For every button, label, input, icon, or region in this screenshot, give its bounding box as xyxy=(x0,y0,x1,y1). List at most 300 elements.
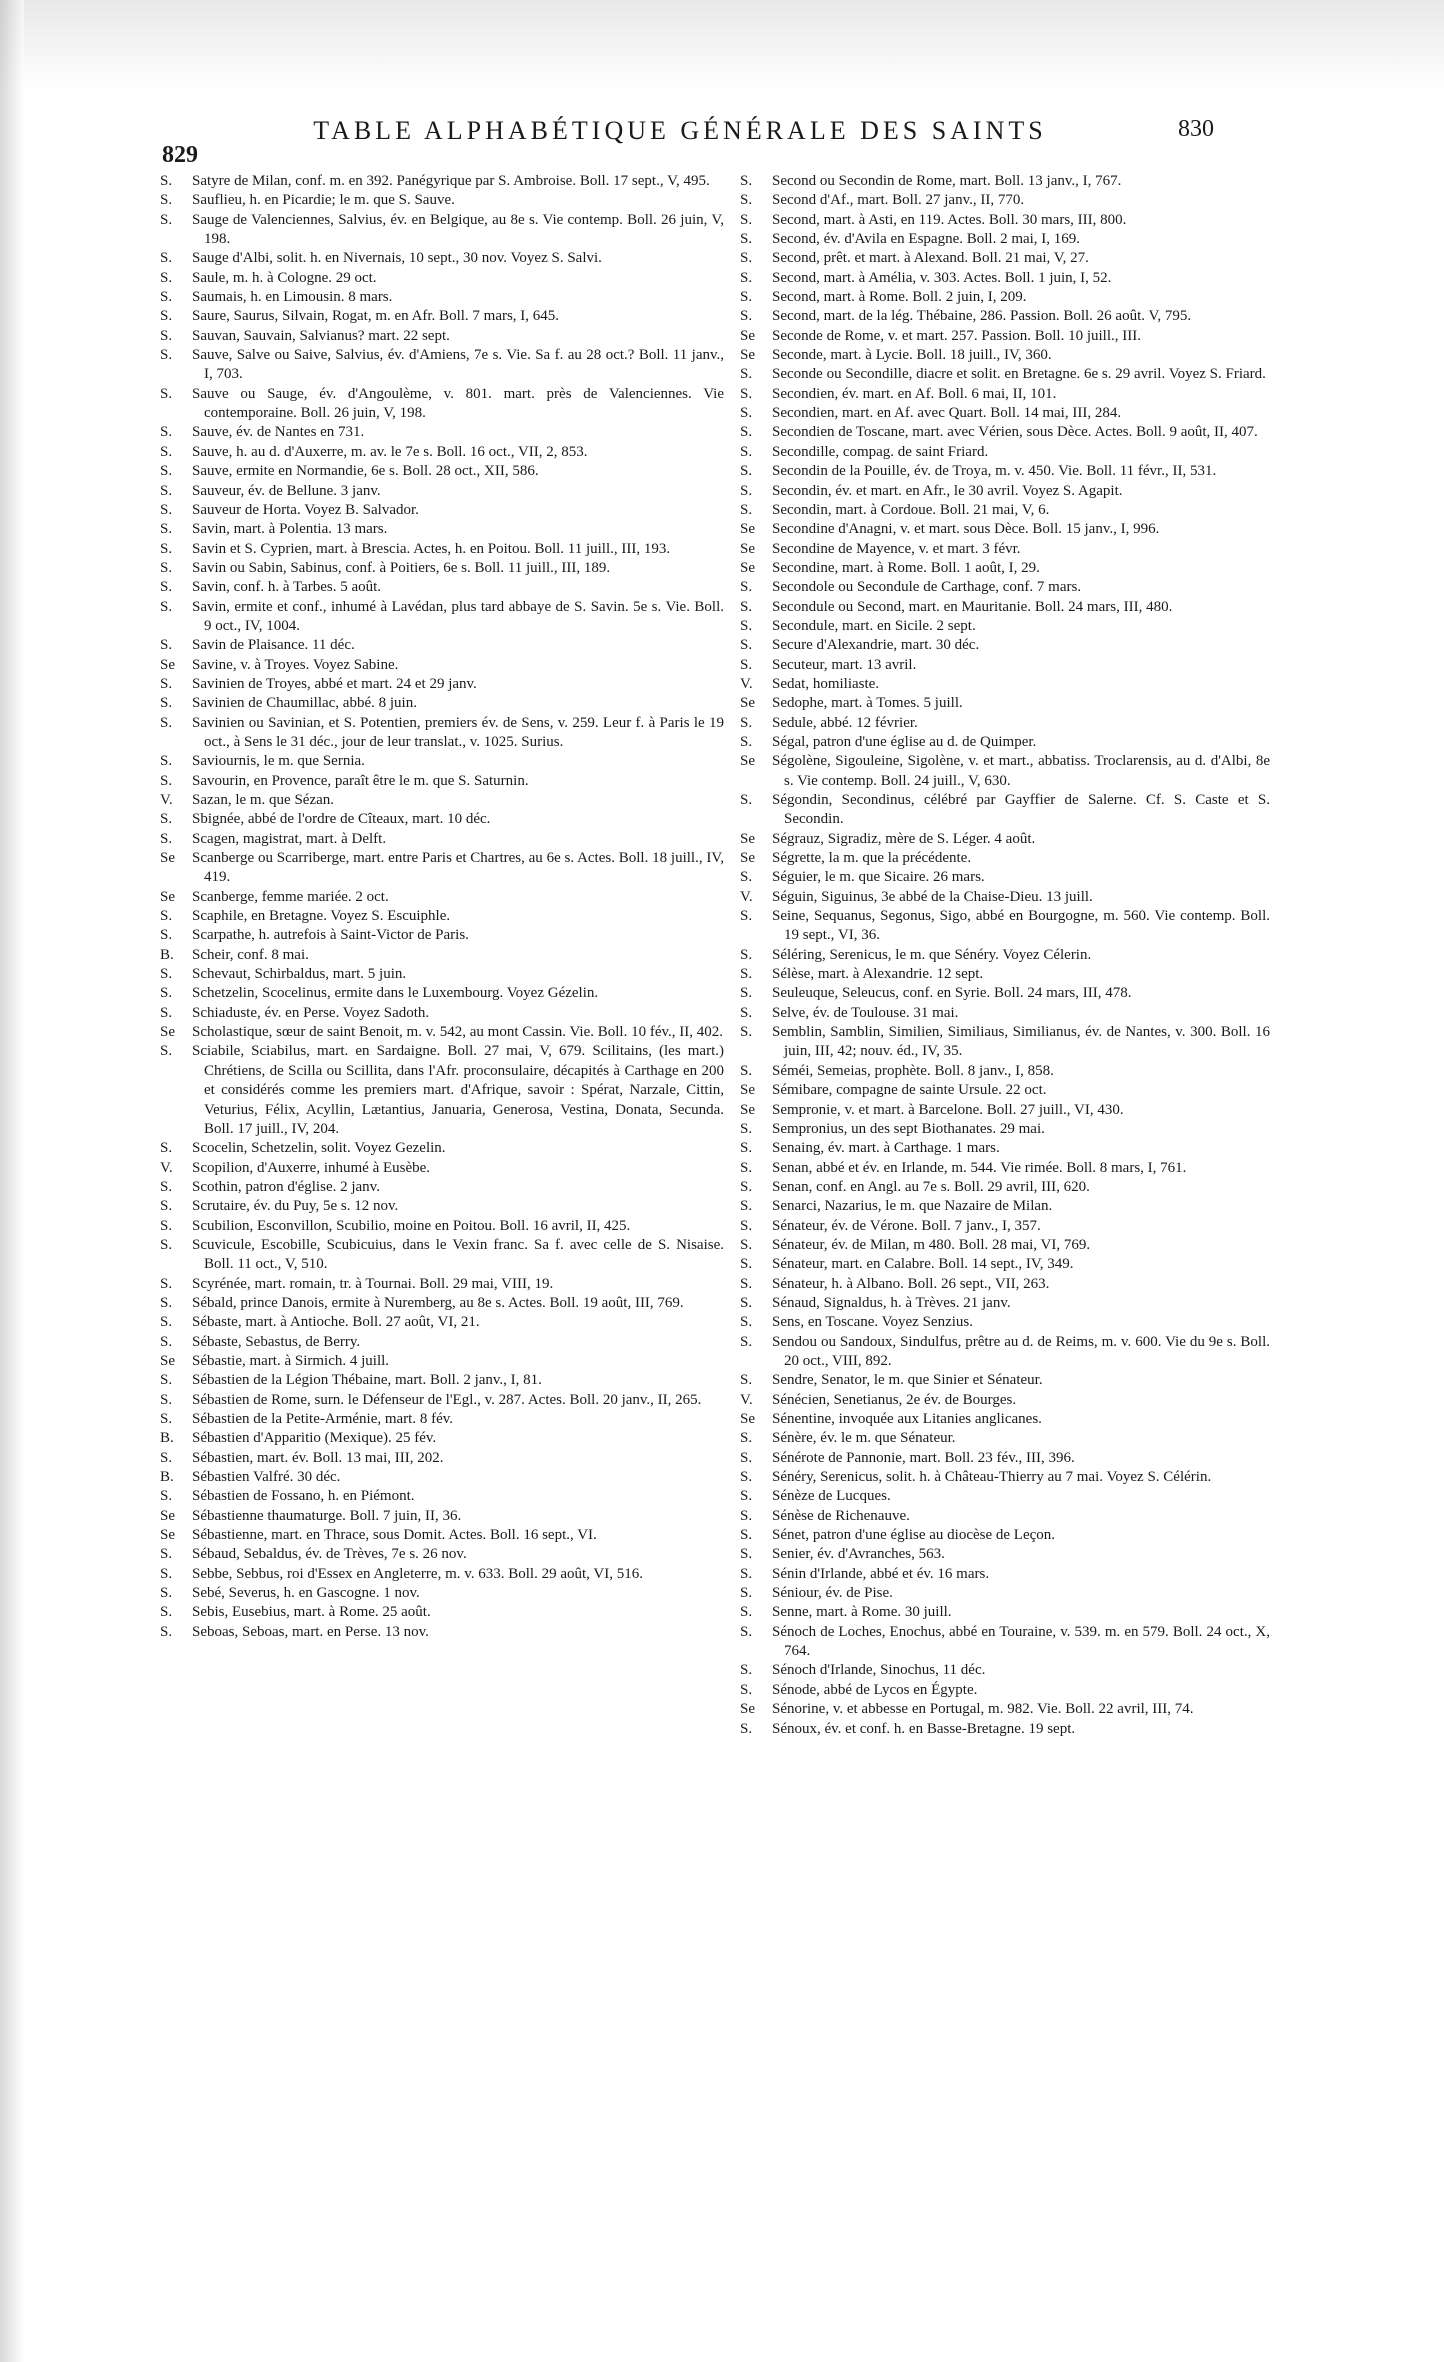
entry-code: S. xyxy=(160,1140,173,1157)
list-item xyxy=(160,501,724,520)
entry-text: Sauve, év. de Nantes en 731. xyxy=(192,424,365,441)
entry-code: S. xyxy=(740,1198,753,1215)
list-item xyxy=(160,191,724,210)
entry-code: V. xyxy=(740,675,753,692)
list-item xyxy=(160,1352,724,1371)
list-item xyxy=(160,1217,724,1236)
scan-left-edge xyxy=(0,0,24,2362)
entry-text: Sebé, Severus, h. en Gascogne. 1 nov. xyxy=(192,1585,420,1602)
entry-code: S. xyxy=(160,927,173,944)
list-item xyxy=(740,578,1270,597)
list-item xyxy=(160,598,724,637)
entry-text: Sauge d'Albi, solit. h. en Nivernais, 10 sept., 30 nov. Voyez S. Salvi. xyxy=(192,250,602,267)
entry-text: Sébastien de Rome, surn. le Défenseur de l'Egl., v. 287. Actes. Boll. 20 janv., II, 265. xyxy=(192,1391,702,1408)
list-item xyxy=(740,1120,1270,1139)
entry-code: Se xyxy=(740,1101,755,1118)
entry-code: S. xyxy=(740,1217,753,1234)
entry-text: Scholastique, sœur de saint Benoit, m. v. 542, au mont Cassin. Vie. Boll. 10 fév., II, 402. xyxy=(192,1024,723,1041)
list-item xyxy=(740,559,1270,578)
entry-text: Sébastien, mart. év. Boll. 13 mai, III, 202. xyxy=(192,1449,444,1466)
entry-text: Sénateur, h. à Albano. Boll. 26 sept., VII, 263. xyxy=(772,1275,1050,1292)
entry-code: S. xyxy=(740,1527,753,1544)
entry-text: Second, év. d'Avila en Espagne. Boll. 2 mai, I, 169. xyxy=(772,231,1081,248)
list-item xyxy=(740,1526,1270,1545)
entry-code: Se xyxy=(160,850,175,867)
list-item xyxy=(740,1487,1270,1506)
entry-text: Sébastien de Fossano, h. en Piémont. xyxy=(192,1488,415,1505)
entry-text: Senarci, Nazarius, le m. que Nazaire de Milan. xyxy=(772,1198,1053,1215)
list-item xyxy=(160,172,724,191)
list-item xyxy=(740,1507,1270,1526)
entry-code: S. xyxy=(160,753,173,770)
entry-text: Secondien de Toscane, mart. avec Vérien, sous Dèce. Actes. Boll. 9 août, II, 407. xyxy=(772,424,1258,441)
list-item xyxy=(160,1565,724,1584)
entry-code: S. xyxy=(160,1333,173,1350)
entry-text: Ségrette, la m. que la précédente. xyxy=(772,850,972,867)
entry-text: Secondien, év. mart. en Af. Boll. 6 mai, II, 101. xyxy=(772,385,1057,402)
entry-code: S. xyxy=(740,1449,753,1466)
entry-code: S. xyxy=(740,173,753,189)
list-item xyxy=(160,578,724,597)
list-item xyxy=(740,694,1270,713)
entry-code: S. xyxy=(740,1372,753,1389)
entry-code: S. xyxy=(740,617,753,634)
entry-code: S. xyxy=(160,811,173,828)
entry-text: Sazan, le m. que Sézan. xyxy=(192,792,335,808)
entry-text: Scanberge, femme mariée. 2 oct. xyxy=(192,888,389,905)
entry-text: Secuteur, mart. 13 avril. xyxy=(772,656,917,673)
entry-code: S. xyxy=(740,1507,753,1524)
list-item xyxy=(740,385,1270,404)
entry-code: Se xyxy=(160,1527,175,1544)
entry-text: Senier, év. d'Avranches, 563. xyxy=(772,1546,945,1563)
entry-text: Saule, m. h. à Cologne. 29 oct. xyxy=(192,269,377,286)
entry-code: S. xyxy=(160,501,173,518)
entry-text: Secondine d'Anagni, v. et mart. sous Dèce. Boll. 15 janv., I, 996. xyxy=(772,521,1160,538)
list-item xyxy=(740,1565,1270,1584)
list-item xyxy=(740,365,1270,384)
entry-text: Sauvan, Sauvain, Salvianus? mart. 22 sept. xyxy=(192,327,450,344)
entry-code: S. xyxy=(160,1546,173,1563)
entry-text: Secondin de la Pouille, év. de Troya, m. v. 450. Vie. Boll. 11 févr., II, 531. xyxy=(772,463,1217,480)
list-item xyxy=(740,1681,1270,1700)
entry-code: Se xyxy=(740,540,755,557)
list-item xyxy=(160,1333,724,1352)
list-item xyxy=(160,1371,724,1390)
list-item xyxy=(740,791,1270,830)
entry-text: Ségal, patron d'une église au d. de Quimper. xyxy=(772,733,1037,750)
entry-text: Sébald, prince Danois, ermite à Nuremberg, au 8e s. Actes. Boll. 19 août, III, 769. xyxy=(192,1294,684,1311)
entry-code: S. xyxy=(740,1604,753,1621)
page-title: TABLE ALPHABÉTIQUE GÉNÉRALE DES SAINTS xyxy=(313,116,1047,145)
list-item xyxy=(740,1391,1270,1410)
list-item xyxy=(740,1661,1270,1680)
entry-text: Sénèze de Lucques. xyxy=(772,1488,891,1505)
entry-code: S. xyxy=(160,463,173,480)
entry-code: Se xyxy=(160,1507,175,1524)
list-item xyxy=(160,346,724,385)
entry-text: Seine, Sequanus, Segonus, Sigo, abbé en Bourgogne, m. 560. Vie contemp. Boll. 19 sept., VI, 36. xyxy=(772,908,1270,944)
entry-code: S. xyxy=(160,1391,173,1408)
list-item xyxy=(160,462,724,481)
list-item xyxy=(740,714,1270,733)
list-item xyxy=(160,385,724,424)
entry-code: S. xyxy=(740,869,753,886)
entry-text: Sénin d'Irlande, abbé et év. 16 mars. xyxy=(772,1565,990,1582)
entry-code: S. xyxy=(740,792,753,808)
entry-text: Secondin, mart. à Cordoue. Boll. 21 mai, V, 6. xyxy=(772,501,1050,518)
entry-text: Scheir, conf. 8 mai. xyxy=(192,946,309,963)
entry-text: Ségolène, Sigouleine, Sigolène, v. et mart., abbatiss. Troclarensis, au d. d'Albi, 8e s. Vie contemp. Boll. 24 juill., V, 630. xyxy=(772,753,1270,789)
entry-code: V. xyxy=(160,1159,173,1176)
entry-text: Scopilion, d'Auxerre, inhumé à Eusèbe. xyxy=(192,1159,431,1176)
list-item xyxy=(160,1507,724,1526)
entry-text: Sauflieu, h. en Picardie; le m. que S. Sauve. xyxy=(192,192,455,209)
entry-code: S. xyxy=(160,250,173,267)
entry-code: S. xyxy=(160,772,173,789)
entry-code: S. xyxy=(740,908,753,925)
entry-code: S. xyxy=(160,327,173,344)
list-item xyxy=(740,462,1270,481)
entry-code: S. xyxy=(740,1294,753,1311)
entry-text: Secondien, mart. en Af. avec Quart. Boll. 14 mai, III, 284. xyxy=(772,405,1122,422)
entry-code: S. xyxy=(160,1236,173,1253)
entry-code: S. xyxy=(160,675,173,692)
list-item xyxy=(740,443,1270,462)
page-header xyxy=(0,110,1444,168)
list-item xyxy=(740,1449,1270,1468)
list-item xyxy=(740,1410,1270,1429)
list-item xyxy=(160,1139,724,1158)
entry-code: S. xyxy=(160,695,173,712)
entry-code: S. xyxy=(740,1178,753,1195)
list-item xyxy=(740,636,1270,655)
entry-text: Sébastien Valfré. 30 déc. xyxy=(192,1469,341,1486)
entry-code: Se xyxy=(740,1701,755,1718)
entry-text: Seuleuque, Seleucus, conf. en Syrie. Boll. 24 mars, III, 478. xyxy=(772,985,1132,1002)
entry-text: Sénateur, mart. en Calabre. Boll. 14 sept., IV, 349. xyxy=(772,1256,1074,1273)
entry-text: Ségrauz, Sigradiz, mère de S. Léger. 4 août. xyxy=(772,830,1036,847)
entry-text: Sauve, ermite en Normandie, 6e s. Boll. 28 oct., XII, 586. xyxy=(192,463,539,480)
entry-code: Se xyxy=(740,830,755,847)
entry-text: Sauve, Salve ou Saive, Salvius, év. d'Amiens, 7e s. Vie. Sa f. au 28 oct.? Boll. 11 janv., I, 703. xyxy=(192,347,724,383)
list-item xyxy=(740,675,1270,694)
entry-text: Sénentine, invoquée aux Litanies anglicanes. xyxy=(772,1411,1042,1427)
entry-code: S. xyxy=(740,637,753,654)
entry-text: Seboas, Seboas, mart. en Perse. 13 nov. xyxy=(192,1623,429,1640)
entry-text: Sénet, patron d'une église au diocèse de Leçon. xyxy=(772,1527,1056,1544)
entry-code: Se xyxy=(740,850,755,867)
list-item xyxy=(740,984,1270,1003)
entry-code: S. xyxy=(740,579,753,596)
list-item xyxy=(740,1294,1270,1313)
list-item xyxy=(160,211,724,250)
list-item xyxy=(740,1236,1270,1255)
entry-text: Sélèse, mart. à Alexandrie. 12 sept. xyxy=(772,966,984,983)
list-item xyxy=(160,1468,724,1487)
list-item xyxy=(740,1081,1270,1100)
entry-code: S. xyxy=(160,1198,173,1215)
entry-text: Sebbe, Sebbus, roi d'Essex en Angleterre, m. v. 633. Boll. 29 août, VI, 516. xyxy=(192,1565,643,1582)
entry-code: S. xyxy=(740,1565,753,1582)
list-item xyxy=(740,965,1270,984)
entry-text: Sénérote de Pannonie, mart. Boll. 23 fév., III, 396. xyxy=(772,1449,1075,1466)
entry-text: Savin de Plaisance. 11 déc. xyxy=(192,637,355,654)
entry-code: S. xyxy=(740,443,753,460)
entry-text: Sébastien d'Apparitio (Mexique). 25 fév. xyxy=(192,1430,437,1447)
list-item xyxy=(740,1217,1270,1236)
entry-text: Savin ou Sabin, Sabinus, conf. à Poitiers, 6e s. Boll. 11 juill., III, 189. xyxy=(192,559,611,576)
entry-code: V. xyxy=(160,792,173,808)
list-item xyxy=(160,1178,724,1197)
entry-code: S. xyxy=(740,985,753,1002)
entry-text: Sauve ou Sauge, év. d'Angoulème, v. 801. mart. près de Valenciennes. Vie contemporaine. Boll. 26 juin, V, 198. xyxy=(192,385,724,422)
entry-text: Saumais, h. en Limousin. 8 mars. xyxy=(192,289,393,306)
list-item xyxy=(160,1623,724,1642)
entry-code: S. xyxy=(160,482,173,499)
entry-code: S. xyxy=(160,1488,173,1505)
list-item xyxy=(160,327,724,346)
entry-text: Secondine, mart. à Rome. Boll. 1 août, I, 29. xyxy=(772,559,1040,576)
list-item xyxy=(160,714,724,753)
entry-text: Semblin, Samblin, Similien, Similiaus, Similianus, év. de Nantes, v. 300. Boll. 16 juin, III, 42; nouv. éd., IV, 35. xyxy=(772,1024,1270,1060)
entry-code: S. xyxy=(160,1604,173,1621)
entry-code: S. xyxy=(740,269,753,286)
list-item xyxy=(740,1139,1270,1158)
list-item xyxy=(740,1584,1270,1603)
entry-text: Savourin, en Provence, paraît être le m. que S. Saturnin. xyxy=(192,772,529,789)
entry-code: S. xyxy=(160,308,173,325)
list-item xyxy=(740,656,1270,675)
left-column xyxy=(160,172,724,1642)
entry-text: Scrutaire, év. du Puy, 5e s. 12 nov. xyxy=(192,1198,399,1215)
list-item xyxy=(160,520,724,539)
entry-code: S. xyxy=(160,1043,173,1060)
entry-code: S. xyxy=(160,579,173,596)
entry-text: Sedat, homiliaste. xyxy=(772,675,880,692)
entry-text: Sénode, abbé de Lycos en Égypte. xyxy=(772,1681,978,1698)
entry-code: B. xyxy=(160,1469,174,1486)
list-item xyxy=(160,636,724,655)
list-item xyxy=(160,907,724,926)
entry-code: Se xyxy=(740,753,755,770)
entry-code: Se xyxy=(740,327,755,344)
page-number-right: 830 xyxy=(1178,116,1214,142)
entry-code: V. xyxy=(740,888,753,905)
list-item xyxy=(160,965,724,984)
entry-code: S. xyxy=(160,385,173,402)
entry-text: Scothin, patron d'église. 2 janv. xyxy=(192,1178,380,1195)
entry-text: Sénoux, év. et conf. h. en Basse-Bretagne. 19 sept. xyxy=(772,1720,1076,1737)
entry-code: S. xyxy=(160,1275,173,1292)
list-item xyxy=(160,1391,724,1410)
entry-text: Secondole ou Secondule de Carthage, conf. 7 mars. xyxy=(772,579,1082,596)
entry-code: B. xyxy=(160,1430,174,1447)
entry-text: Senan, abbé et év. en Irlande, m. 544. Vie rimée. Boll. 8 mars, I, 761. xyxy=(772,1159,1187,1176)
entry-code: S. xyxy=(740,1720,753,1737)
entry-text: Sébaud, Sebaldus, év. de Trèves, 7e s. 26 nov. xyxy=(192,1546,467,1563)
entry-code: S. xyxy=(740,289,753,306)
list-item xyxy=(740,327,1270,346)
list-item xyxy=(740,211,1270,230)
list-item xyxy=(740,1197,1270,1216)
entry-code: S. xyxy=(160,1372,173,1389)
entry-code: Se xyxy=(740,521,755,538)
entry-text: Sébastie, mart. à Sirmich. 4 juill. xyxy=(192,1352,390,1369)
entry-code: Se xyxy=(160,1352,175,1369)
entry-code: Se xyxy=(740,695,755,712)
entry-text: Secondille, compag. de saint Friard. xyxy=(772,443,989,460)
list-item xyxy=(740,1545,1270,1564)
entry-text: Scarpathe, h. autrefois à Saint-Victor de Paris. xyxy=(192,927,469,944)
list-item xyxy=(160,772,724,791)
entry-code: S. xyxy=(740,656,753,673)
list-item xyxy=(160,984,724,1003)
entry-code: Se xyxy=(740,347,755,364)
entry-code: S. xyxy=(740,211,753,228)
entry-text: Second d'Af., mart. Boll. 27 janv., II, 770. xyxy=(772,192,1025,209)
entry-text: Sébastien de la Légion Thébaine, mart. Boll. 2 janv., I, 81. xyxy=(192,1372,542,1389)
entry-code: S. xyxy=(160,830,173,847)
entry-code: S. xyxy=(160,1294,173,1311)
entry-text: Sciabile, Sciabilus, mart. en Sardaigne. Boll. 27 mai, V, 679. Scilitains, (les mart.) Chrétiens, de Scilla ou Scillita, dans l'Afr. proconsulaire, décapités à Carthage en 200 et considérés comme les premiers mart. d'Afrique, savoir : Spérat, Narzale, Cittin, Veturius, Félix, Acyllin, Lætantius, Januaria, Generosa, Vestina, Donata, Secunda. Boll. 17 juill., IV, 204. xyxy=(192,1043,724,1137)
entry-code: Se xyxy=(160,1024,175,1041)
list-item xyxy=(160,1429,724,1448)
list-item xyxy=(160,423,724,442)
entry-code: S. xyxy=(740,1236,753,1253)
list-item xyxy=(740,617,1270,636)
entry-code: Se xyxy=(160,888,175,905)
entry-code: S. xyxy=(160,540,173,557)
entry-code: S. xyxy=(160,173,173,189)
entry-text: Saure, Saurus, Silvain, Rogat, m. en Afr. Boll. 7 mars, I, 645. xyxy=(192,308,560,325)
entry-code: S. xyxy=(740,1546,753,1563)
entry-code: S. xyxy=(160,1314,173,1331)
entry-text: Sébaste, mart. à Antioche. Boll. 27 août, VI, 21. xyxy=(192,1314,480,1331)
entry-code: S. xyxy=(160,1217,173,1234)
entry-code: S. xyxy=(740,501,753,518)
entry-code: S. xyxy=(160,1585,173,1602)
entry-text: Sedule, abbé. 12 février. xyxy=(772,714,918,731)
entry-code: S. xyxy=(740,714,753,731)
list-item xyxy=(740,249,1270,268)
entry-text: Ségondin, Secondinus, célébré par Gayffier de Salerne. Cf. S. Caste et S. Secondin. xyxy=(772,792,1270,828)
entry-text: Séguier, le m. que Sicaire. 26 mars. xyxy=(772,869,985,886)
list-item xyxy=(740,1159,1270,1178)
entry-code: S. xyxy=(740,946,753,963)
entry-text: Scocelin, Schetzelin, solit. Voyez Gezelin. xyxy=(192,1140,446,1157)
list-item xyxy=(740,482,1270,501)
list-item xyxy=(740,1371,1270,1390)
entry-text: Séméi, Semeias, prophète. Boll. 8 janv., I, 858. xyxy=(772,1062,1054,1079)
list-item xyxy=(740,1004,1270,1023)
list-item xyxy=(740,307,1270,326)
entry-text: Secondin, év. et mart. en Afr., le 30 avril. Voyez S. Agapit. xyxy=(772,482,1123,499)
entry-code: S. xyxy=(160,1565,173,1582)
entry-code: S. xyxy=(740,1662,753,1679)
entry-code: S. xyxy=(160,1411,173,1427)
entry-text: Sbignée, abbé de l'ordre de Cîteaux, mart. 10 déc. xyxy=(192,811,491,828)
entry-text: Second, mart. de la lég. Thébaine, 286. Passion. Boll. 26 août. V, 795. xyxy=(772,308,1192,325)
list-item xyxy=(740,172,1270,191)
entry-text: Sempronius, un des sept Biothanates. 29 mai. xyxy=(772,1120,1045,1137)
list-item xyxy=(740,346,1270,365)
list-item xyxy=(740,269,1270,288)
entry-code: S. xyxy=(160,985,173,1002)
entry-text: Sémibare, compagne de sainte Ursule. 22 oct. xyxy=(772,1082,1047,1099)
list-item xyxy=(160,675,724,694)
entry-code: S. xyxy=(740,424,753,441)
entry-text: Scagen, magistrat, mart. à Delft. xyxy=(192,830,387,847)
entry-text: Sébastien de la Petite-Arménie, mart. 8 fév. xyxy=(192,1411,454,1427)
entry-text: Séniour, év. de Pise. xyxy=(772,1585,893,1602)
list-item xyxy=(740,1429,1270,1448)
entry-text: Sébaste, Sebastus, de Berry. xyxy=(192,1333,361,1350)
entry-code: S. xyxy=(740,1585,753,1602)
entry-code: S. xyxy=(740,1275,753,1292)
entry-code: Se xyxy=(740,559,755,576)
entry-code: S. xyxy=(740,1159,753,1176)
list-item xyxy=(740,888,1270,907)
list-item xyxy=(740,1720,1270,1739)
list-item xyxy=(160,791,724,810)
entry-text: Secondule ou Second, mart. en Mauritanie. Boll. 24 mars, III, 480. xyxy=(772,598,1173,615)
entry-text: Senaing, év. mart. à Carthage. 1 mars. xyxy=(772,1140,1000,1157)
entry-text: Sénécien, Senetianus, 2e év. de Bourges. xyxy=(772,1391,1017,1408)
entry-code: S. xyxy=(740,733,753,750)
list-item xyxy=(160,694,724,713)
list-item xyxy=(740,849,1270,868)
list-item xyxy=(740,1275,1270,1294)
scan-top-edge xyxy=(0,0,1444,90)
entry-code: S. xyxy=(740,1314,753,1331)
entry-code: S. xyxy=(160,269,173,286)
entry-text: Scanberge ou Scarriberge, mart. entre Paris et Chartres, au 6e s. Actes. Boll. 18 juill., IV, 419. xyxy=(192,850,724,886)
entry-code: S. xyxy=(740,482,753,499)
entry-text: Savin, conf. h. à Tarbes. 5 août. xyxy=(192,579,382,596)
entry-code: S. xyxy=(740,1062,753,1079)
entry-text: Senan, conf. en Angl. au 7e s. Boll. 29 avril, III, 620. xyxy=(772,1178,1090,1195)
entry-code: S. xyxy=(160,714,173,731)
entry-text: Savin et S. Cyprien, mart. à Brescia. Actes, h. en Poitou. Boll. 11 juill., III, 193. xyxy=(192,540,671,557)
entry-text: Sens, en Toscane. Voyez Senzius. xyxy=(772,1314,974,1331)
entry-text: Sénèse de Richenauve. xyxy=(772,1507,910,1524)
entry-text: Sénoch d'Irlande, Sinochus, 11 déc. xyxy=(772,1662,986,1679)
entry-text: Scyrénée, mart. romain, tr. à Tournai. Boll. 29 mai, VIII, 19. xyxy=(192,1275,554,1292)
entry-code: S. xyxy=(740,250,753,267)
entry-code: S. xyxy=(740,1120,753,1137)
entry-text: Second, mart. à Asti, en 119. Actes. Boll. 30 mars, III, 800. xyxy=(772,211,1127,228)
list-item xyxy=(740,946,1270,965)
list-item xyxy=(740,520,1270,539)
list-item xyxy=(740,1468,1270,1487)
entry-code: S. xyxy=(740,463,753,480)
list-item xyxy=(740,1101,1270,1120)
list-item xyxy=(160,288,724,307)
list-item xyxy=(160,926,724,945)
list-item xyxy=(740,752,1270,791)
entry-text: Savinien de Troyes, abbé et mart. 24 et 29 janv. xyxy=(192,675,477,692)
entry-text: Secondule, mart. en Sicile. 2 sept. xyxy=(772,617,976,634)
entry-text: Senne, mart. à Rome. 30 juill. xyxy=(772,1604,952,1621)
entry-text: Scaphile, en Bretagne. Voyez S. Escuiphle. xyxy=(192,908,451,925)
entry-code: S. xyxy=(740,1140,753,1157)
entry-code: S. xyxy=(160,424,173,441)
list-item xyxy=(160,269,724,288)
list-item xyxy=(160,1236,724,1275)
entry-code: S. xyxy=(160,559,173,576)
list-item xyxy=(160,656,724,675)
